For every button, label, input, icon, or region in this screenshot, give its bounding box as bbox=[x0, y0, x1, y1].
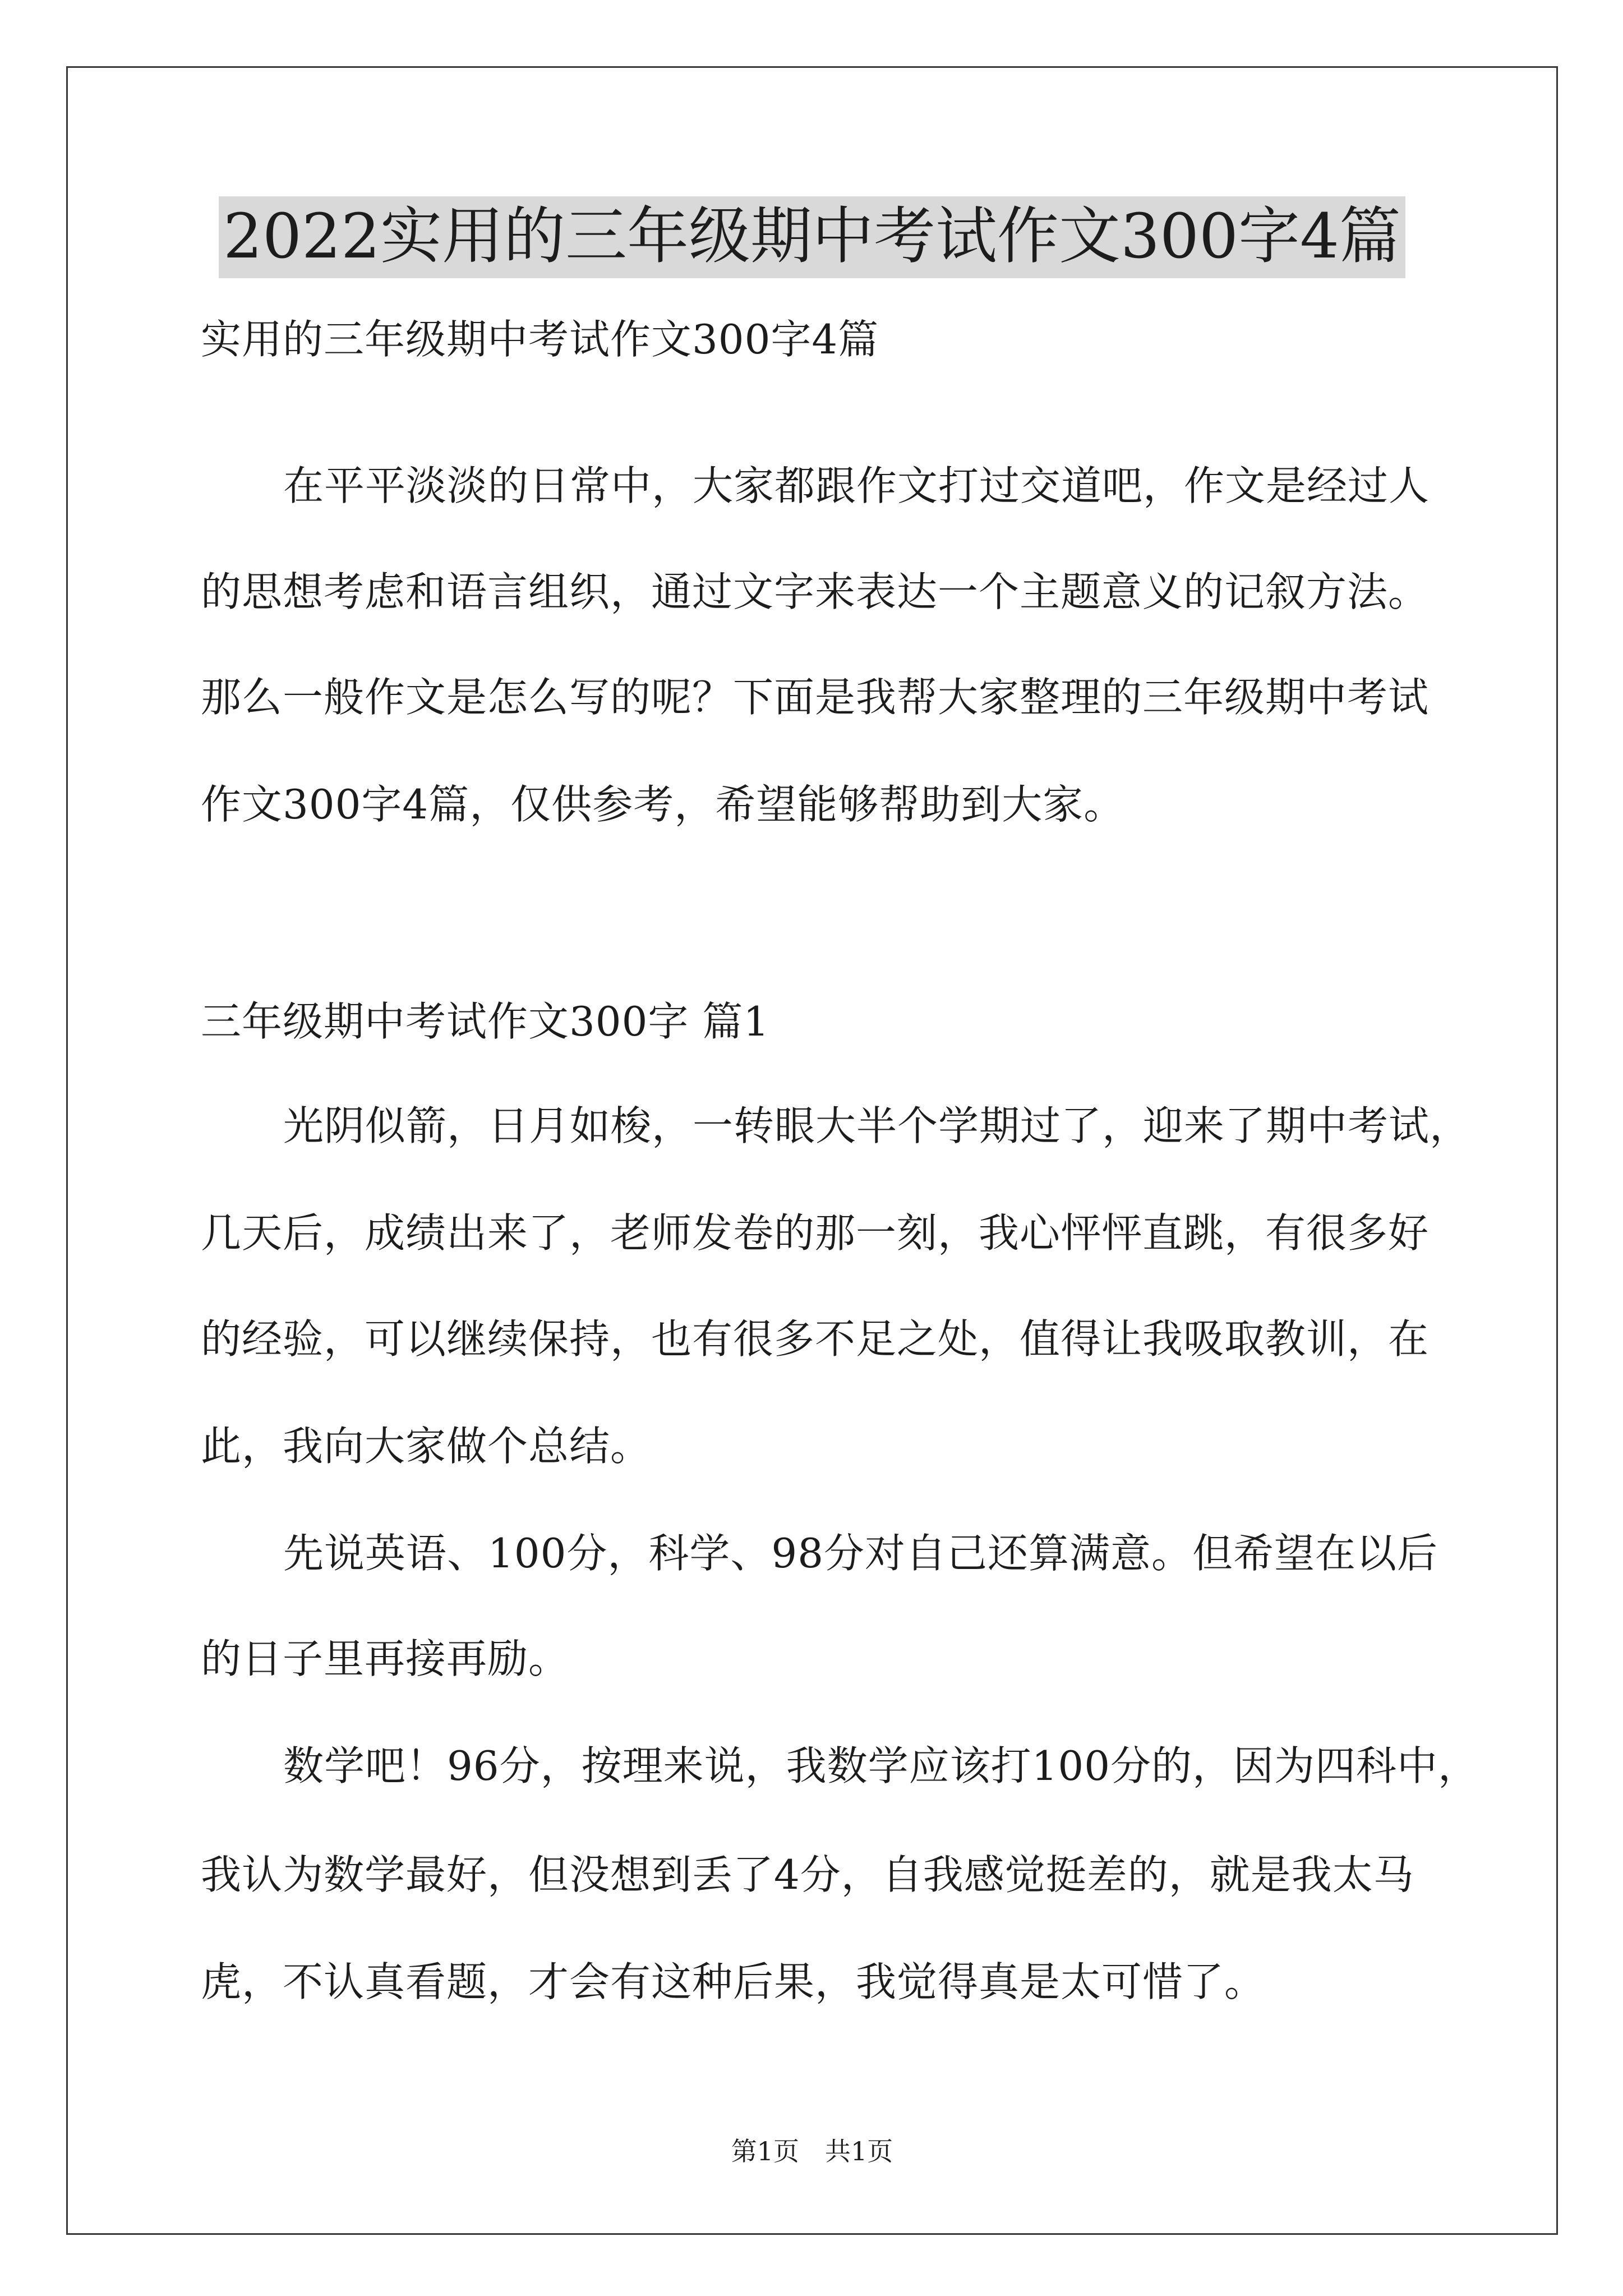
section-heading: 三年级期中考试作文300字 篇1 bbox=[201, 998, 770, 1045]
document-title: 2022实用的三年级期中考试作文300字4篇 bbox=[219, 196, 1405, 278]
intro-line: 的思想考虑和语言组织，通过文字来表达一个主题意义的记叙方法。 bbox=[201, 568, 1430, 615]
essay-line: 先说英语、100分，科学、98分对自己还算满意。但希望在以后 bbox=[283, 1530, 1438, 1577]
intro-line: 在平平淡淡的日常中，大家都跟作文打过交道吧，作文是经过人 bbox=[283, 462, 1430, 509]
essay-line: 我认为数学最好，但没想到丢了4分，自我感觉挺差的，就是我太马 bbox=[201, 1851, 1414, 1898]
essay-line: 此，我向大家做个总结。 bbox=[201, 1423, 652, 1470]
essay-line: 几天后，成绩出来了，老师发卷的那一刻，我心怦怦直跳，有很多好 bbox=[201, 1209, 1430, 1257]
essay-line: 数学吧！96分，按理来说，我数学应该打100分的，因为四科中， bbox=[283, 1742, 1479, 1789]
essay-line: 光阴似箭，日月如梭，一转眼大半个学期过了，迎来了期中考试， bbox=[283, 1102, 1471, 1149]
intro-line: 那么一般作文是怎么写的呢？下面是我帮大家整理的三年级期中考试 bbox=[201, 674, 1430, 721]
essay-line: 的经验，可以继续保持，也有很多不足之处，值得让我吸取教训，在 bbox=[201, 1315, 1430, 1363]
essay-line: 虎，不认真看题，才会有这种后果，我觉得真是太可惜了。 bbox=[201, 1958, 1266, 2005]
page-footer: 第1页 共1页 bbox=[731, 2136, 893, 2166]
document-subtitle: 实用的三年级期中考试作文300字4篇 bbox=[201, 316, 879, 363]
essay-line: 的日子里再接再励。 bbox=[201, 1635, 570, 1682]
title-container bbox=[66, 196, 1558, 278]
intro-line: 作文300字4篇，仅供参考，希望能够帮助到大家。 bbox=[201, 781, 1125, 828]
